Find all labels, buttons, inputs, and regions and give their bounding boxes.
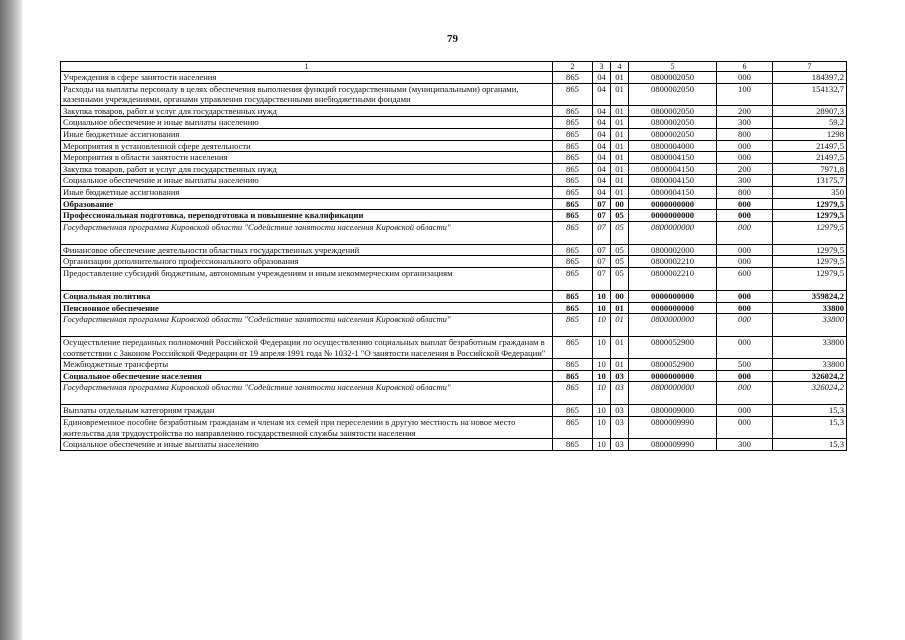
- row-amount-cell: 15,3: [773, 417, 847, 439]
- row-admin-code-cell: 865: [553, 128, 593, 140]
- row-target-article-cell: 0800009000: [629, 405, 717, 417]
- row-name-cell: Социальное обеспечение и иные выплаты населению: [61, 439, 553, 451]
- row-amount-cell: 154132,7: [773, 83, 847, 105]
- row-subsection-cell: 03: [611, 370, 629, 382]
- row-expense-type-cell: 500: [717, 359, 773, 371]
- row-admin-code-cell: 865: [553, 405, 593, 417]
- row-section-cell: 07: [593, 244, 611, 256]
- row-section-cell: 07: [593, 198, 611, 210]
- row-subsection-cell: 00: [611, 290, 629, 302]
- row-section-cell: 07: [593, 221, 611, 244]
- row-expense-type-cell: 000: [717, 140, 773, 152]
- row-subsection-cell: 01: [611, 117, 629, 129]
- table-header-row: [61, 62, 847, 72]
- row-name-cell: Социальное обеспечение и иные выплаты населению: [61, 117, 553, 129]
- row-name-cell: Государственная программа Кировской области "Содействие занятости населения Кировской области": [61, 221, 553, 244]
- row-name-cell: Образование: [61, 198, 553, 210]
- row-subsection-cell: 01: [611, 163, 629, 175]
- row-section-cell: 10: [593, 370, 611, 382]
- row-target-article-cell: 0800002050: [629, 83, 717, 105]
- row-subsection-cell: 01: [611, 128, 629, 140]
- row-admin-code-cell: 865: [553, 370, 593, 382]
- row-amount-cell: 350: [773, 186, 847, 198]
- table-row: [61, 198, 847, 210]
- row-admin-code-cell: 865: [553, 256, 593, 268]
- row-section-cell: 10: [593, 417, 611, 439]
- row-name-cell: Социальное обеспечение и иные выплаты населению: [61, 175, 553, 187]
- row-subsection-cell: 01: [611, 152, 629, 164]
- row-admin-code-cell: 865: [553, 417, 593, 439]
- row-section-cell: 04: [593, 105, 611, 117]
- row-section-cell: 04: [593, 175, 611, 187]
- row-target-article-cell: 0000000000: [629, 210, 717, 222]
- row-amount-cell: 184397,2: [773, 72, 847, 84]
- row-admin-code-cell: 865: [553, 198, 593, 210]
- row-section-cell: 04: [593, 83, 611, 105]
- row-name-cell: Мероприятия в области занятости населения: [61, 152, 553, 164]
- row-amount-cell: 12979,5: [773, 267, 847, 290]
- row-expense-type-cell: 000: [717, 290, 773, 302]
- table-row: [61, 359, 847, 371]
- table-row: [61, 370, 847, 382]
- row-name-cell: Мероприятия в установленной сфере деятельности: [61, 140, 553, 152]
- row-target-article-cell: 0800002050: [629, 105, 717, 117]
- row-amount-cell: 12979,5: [773, 221, 847, 244]
- row-name-cell: Пенсионное обеспечение: [61, 302, 553, 314]
- row-target-article-cell: 0000000000: [629, 302, 717, 314]
- row-section-cell: 07: [593, 267, 611, 290]
- row-expense-type-cell: 000: [717, 72, 773, 84]
- row-subsection-cell: 01: [611, 140, 629, 152]
- table-row: [61, 267, 847, 290]
- row-name-cell: Осуществление переданных полномочий Российской Федерации по осуществлению социальных выплат безработным гражданам в соответствии с Законом Российской Федерации от 19 апреля 1991 года № 1032-1 "О занятости населения в Российской Федерации": [61, 337, 553, 359]
- row-target-article-cell: 0800004150: [629, 175, 717, 187]
- scan-left-edge: [0, 0, 22, 640]
- column-header: 1: [61, 62, 553, 72]
- row-name-cell: Учреждения в сфере занятости населения: [61, 72, 553, 84]
- row-admin-code-cell: 865: [553, 117, 593, 129]
- row-section-cell: 10: [593, 439, 611, 451]
- row-name-cell: Государственная программа Кировской области "Содействие занятости населения Кировской области": [61, 314, 553, 337]
- budget-table: [60, 61, 847, 451]
- row-section-cell: 10: [593, 405, 611, 417]
- row-target-article-cell: 0800002210: [629, 267, 717, 290]
- row-expense-type-cell: 000: [717, 405, 773, 417]
- row-admin-code-cell: 865: [553, 83, 593, 105]
- table-row: [61, 117, 847, 129]
- table-row: [61, 382, 847, 405]
- row-admin-code-cell: 865: [553, 163, 593, 175]
- table-row: [61, 337, 847, 359]
- row-admin-code-cell: 865: [553, 267, 593, 290]
- row-amount-cell: 33800: [773, 314, 847, 337]
- row-expense-type-cell: 000: [717, 198, 773, 210]
- row-admin-code-cell: 865: [553, 290, 593, 302]
- row-amount-cell: 33800: [773, 337, 847, 359]
- row-target-article-cell: 0000000000: [629, 198, 717, 210]
- row-amount-cell: 359824,2: [773, 290, 847, 302]
- table-body: [61, 62, 847, 451]
- row-section-cell: 07: [593, 256, 611, 268]
- row-subsection-cell: 03: [611, 417, 629, 439]
- row-section-cell: 04: [593, 72, 611, 84]
- row-name-cell: Иные бюджетные ассигнования: [61, 128, 553, 140]
- row-section-cell: 04: [593, 163, 611, 175]
- column-header: 7: [773, 62, 847, 72]
- row-amount-cell: 12979,5: [773, 210, 847, 222]
- column-header: 3: [593, 62, 611, 72]
- row-admin-code-cell: 865: [553, 439, 593, 451]
- table-row: [61, 439, 847, 451]
- row-admin-code-cell: 865: [553, 337, 593, 359]
- row-name-cell: Выплаты отдельным категориям граждан: [61, 405, 553, 417]
- row-amount-cell: 15,3: [773, 439, 847, 451]
- table-row: [61, 210, 847, 222]
- row-amount-cell: 12979,5: [773, 256, 847, 268]
- table-row: [61, 405, 847, 417]
- row-expense-type-cell: 000: [717, 370, 773, 382]
- row-admin-code-cell: 865: [553, 175, 593, 187]
- row-expense-type-cell: 300: [717, 117, 773, 129]
- table-row: [61, 221, 847, 244]
- row-name-cell: Иные бюджетные ассигнования: [61, 186, 553, 198]
- row-name-cell: Организации дополнительного профессионального образования: [61, 256, 553, 268]
- row-target-article-cell: 0800002050: [629, 128, 717, 140]
- row-subsection-cell: 03: [611, 405, 629, 417]
- row-section-cell: 10: [593, 359, 611, 371]
- row-name-cell: Социальная политика: [61, 290, 553, 302]
- row-section-cell: 04: [593, 152, 611, 164]
- row-target-article-cell: 0800052900: [629, 359, 717, 371]
- row-expense-type-cell: 000: [717, 417, 773, 439]
- row-admin-code-cell: 865: [553, 72, 593, 84]
- row-amount-cell: 33800: [773, 359, 847, 371]
- table-row: [61, 140, 847, 152]
- row-admin-code-cell: 865: [553, 210, 593, 222]
- row-expense-type-cell: 000: [717, 314, 773, 337]
- row-name-cell: Расходы на выплаты персоналу в целях обеспечения выполнения функций государственными (муниципальными) органами, казенными учреждениями, органами управления государственными внебюджетными фондами: [61, 83, 553, 105]
- row-target-article-cell: 0800002050: [629, 72, 717, 84]
- row-admin-code-cell: 865: [553, 244, 593, 256]
- row-target-article-cell: 0800004150: [629, 152, 717, 164]
- row-admin-code-cell: 865: [553, 221, 593, 244]
- table-row: [61, 83, 847, 105]
- column-header: 6: [717, 62, 773, 72]
- row-expense-type-cell: 000: [717, 221, 773, 244]
- row-subsection-cell: 00: [611, 198, 629, 210]
- row-subsection-cell: 03: [611, 382, 629, 405]
- row-expense-type-cell: 600: [717, 267, 773, 290]
- row-target-article-cell: 0000000000: [629, 290, 717, 302]
- table-row: [61, 256, 847, 268]
- row-target-article-cell: 0800004150: [629, 163, 717, 175]
- row-expense-type-cell: 000: [717, 302, 773, 314]
- row-subsection-cell: 01: [611, 359, 629, 371]
- column-header: 5: [629, 62, 717, 72]
- row-name-cell: Предоставление субсидий бюджетным, автономным учреждениям и иным некоммерческим организациям: [61, 267, 553, 290]
- row-admin-code-cell: 865: [553, 359, 593, 371]
- row-subsection-cell: 01: [611, 302, 629, 314]
- row-admin-code-cell: 865: [553, 382, 593, 405]
- row-target-article-cell: 0800000000: [629, 382, 717, 405]
- row-subsection-cell: 05: [611, 267, 629, 290]
- column-header: 2: [553, 62, 593, 72]
- row-name-cell: Закупка товаров, работ и услуг для государственных нужд: [61, 105, 553, 117]
- row-admin-code-cell: 865: [553, 314, 593, 337]
- row-expense-type-cell: 300: [717, 175, 773, 187]
- row-section-cell: 10: [593, 290, 611, 302]
- row-amount-cell: 21497,5: [773, 140, 847, 152]
- row-name-cell: Профессиональная подготовка, переподготовка и повышение квалификации: [61, 210, 553, 222]
- row-subsection-cell: 05: [611, 210, 629, 222]
- row-section-cell: 04: [593, 186, 611, 198]
- row-subsection-cell: 03: [611, 439, 629, 451]
- row-amount-cell: 13175,7: [773, 175, 847, 187]
- row-admin-code-cell: 865: [553, 140, 593, 152]
- row-amount-cell: 21497,5: [773, 152, 847, 164]
- column-header: 4: [611, 62, 629, 72]
- row-admin-code-cell: 865: [553, 105, 593, 117]
- table-row: [61, 290, 847, 302]
- row-name-cell: Социальное обеспечение населения: [61, 370, 553, 382]
- row-target-article-cell: 0000000000: [629, 370, 717, 382]
- row-name-cell: Межбюджетные трансферты: [61, 359, 553, 371]
- row-expense-type-cell: 200: [717, 105, 773, 117]
- table-row: [61, 72, 847, 84]
- table-row: [61, 186, 847, 198]
- row-expense-type-cell: 800: [717, 186, 773, 198]
- row-target-article-cell: 0800052900: [629, 337, 717, 359]
- row-subsection-cell: 05: [611, 221, 629, 244]
- row-expense-type-cell: 800: [717, 128, 773, 140]
- row-subsection-cell: 01: [611, 186, 629, 198]
- table-row: [61, 244, 847, 256]
- row-section-cell: 10: [593, 302, 611, 314]
- row-target-article-cell: 0800009990: [629, 417, 717, 439]
- row-name-cell: Закупка товаров, работ и услуг для государственных нужд: [61, 163, 553, 175]
- row-section-cell: 07: [593, 210, 611, 222]
- table-row: [61, 163, 847, 175]
- row-name-cell: Финансовое обеспечение деятельности областных государственных учреждений: [61, 244, 553, 256]
- row-amount-cell: 59,2: [773, 117, 847, 129]
- row-section-cell: 10: [593, 314, 611, 337]
- row-expense-type-cell: 000: [717, 244, 773, 256]
- row-subsection-cell: 01: [611, 337, 629, 359]
- row-expense-type-cell: 000: [717, 337, 773, 359]
- row-amount-cell: 326024,2: [773, 382, 847, 405]
- row-amount-cell: 33800: [773, 302, 847, 314]
- row-expense-type-cell: 100: [717, 83, 773, 105]
- row-expense-type-cell: 300: [717, 439, 773, 451]
- row-name-cell: Государственная программа Кировской области "Содействие занятости населения Кировской области": [61, 382, 553, 405]
- row-subsection-cell: 05: [611, 256, 629, 268]
- row-admin-code-cell: 865: [553, 302, 593, 314]
- row-expense-type-cell: 000: [717, 256, 773, 268]
- row-target-article-cell: 0800000000: [629, 314, 717, 337]
- row-expense-type-cell: 000: [717, 210, 773, 222]
- row-target-article-cell: 0800004150: [629, 186, 717, 198]
- row-amount-cell: 12979,5: [773, 198, 847, 210]
- row-target-article-cell: 0800002210: [629, 256, 717, 268]
- row-amount-cell: 12979,5: [773, 244, 847, 256]
- table-row: [61, 128, 847, 140]
- row-subsection-cell: 01: [611, 314, 629, 337]
- row-amount-cell: 1298: [773, 128, 847, 140]
- table-row: [61, 314, 847, 337]
- row-name-cell: Единовременное пособие безработным гражданам и членам их семей при переселении в другую местность на новое место жительства для трудоустройства по направлению государственной службы занятости населения: [61, 417, 553, 439]
- table-row: [61, 105, 847, 117]
- table-row: [61, 152, 847, 164]
- row-target-article-cell: 0800002050: [629, 117, 717, 129]
- row-target-article-cell: 0800009990: [629, 439, 717, 451]
- page-number: 79: [447, 33, 458, 45]
- row-expense-type-cell: 000: [717, 382, 773, 405]
- row-section-cell: 10: [593, 337, 611, 359]
- row-subsection-cell: 01: [611, 83, 629, 105]
- row-section-cell: 10: [593, 382, 611, 405]
- row-expense-type-cell: 000: [717, 152, 773, 164]
- row-section-cell: 04: [593, 117, 611, 129]
- row-target-article-cell: 0800004000: [629, 140, 717, 152]
- row-admin-code-cell: 865: [553, 186, 593, 198]
- row-section-cell: 04: [593, 128, 611, 140]
- row-subsection-cell: 01: [611, 72, 629, 84]
- row-subsection-cell: 01: [611, 105, 629, 117]
- row-amount-cell: 28907,3: [773, 105, 847, 117]
- row-amount-cell: 15,3: [773, 405, 847, 417]
- row-subsection-cell: 05: [611, 244, 629, 256]
- row-section-cell: 04: [593, 140, 611, 152]
- row-subsection-cell: 01: [611, 175, 629, 187]
- table-row: [61, 417, 847, 439]
- table-row: [61, 302, 847, 314]
- row-amount-cell: 7971,8: [773, 163, 847, 175]
- row-admin-code-cell: 865: [553, 152, 593, 164]
- row-target-article-cell: 0800002000: [629, 244, 717, 256]
- row-expense-type-cell: 200: [717, 163, 773, 175]
- row-amount-cell: 326024,2: [773, 370, 847, 382]
- table-row: [61, 175, 847, 187]
- row-target-article-cell: 0800000000: [629, 221, 717, 244]
